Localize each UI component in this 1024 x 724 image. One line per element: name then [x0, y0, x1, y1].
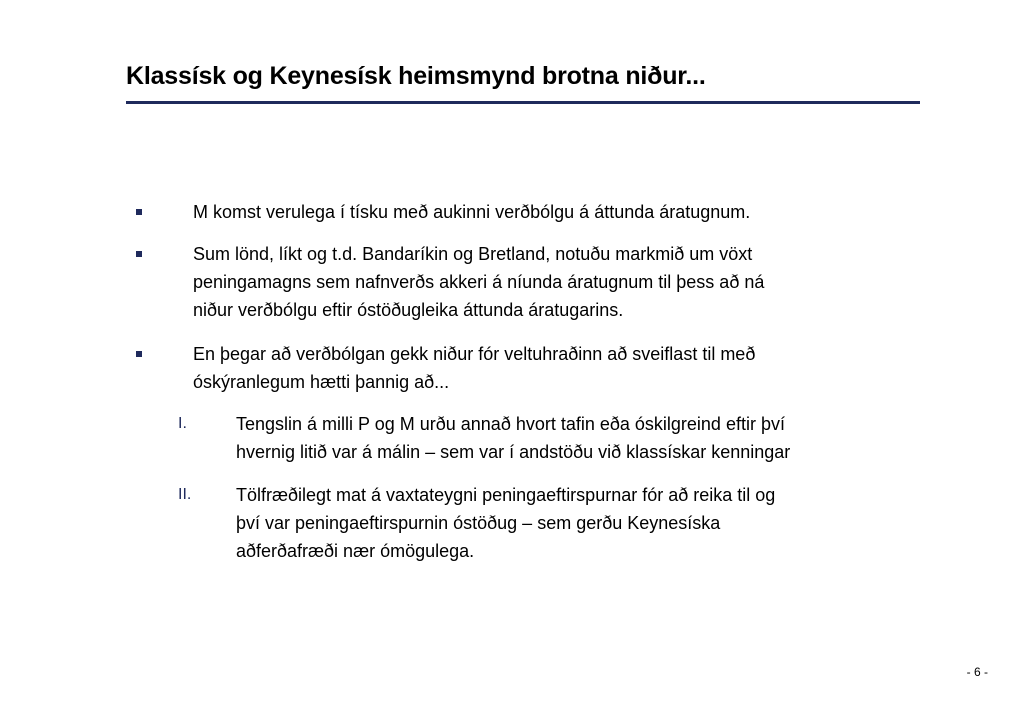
bullet-line: Sum lönd, líkt og t.d. Bandaríkin og Bretland, notuðu markmið um vöxt	[193, 244, 753, 264]
square-bullet-icon	[136, 351, 142, 357]
roman-numeral-marker: I.	[178, 415, 187, 432]
sub-item-text	[236, 481, 926, 565]
page-number: - 6 -	[966, 665, 988, 679]
bullet-line: M komst verulega í tísku með aukinni verðbólgu á áttunda áratugnum.	[193, 202, 751, 222]
sub-item-text	[236, 410, 926, 466]
bullet-line: En þegar að verðbólgan gekk niður fór veltuhraðinn að sveiflast til með	[193, 344, 756, 364]
bullet-line: niður verðbólgu eftir óstöðugleika áttunda áratugarins.	[193, 300, 624, 320]
square-bullet-icon	[136, 251, 142, 257]
bullet-text	[193, 198, 913, 226]
sub-item-line: hvernig litið var á málin – sem var í andstöðu við klassískar kenningar	[236, 442, 791, 462]
sub-item-line: því var peningaeftirspurnin óstöðug – sem gerðu Keynesíska	[236, 513, 721, 533]
roman-numeral-marker: II.	[178, 486, 192, 503]
sub-item-line: Tengslin á milli P og M urðu annað hvort tafin eða óskilgreind eftir því	[236, 414, 785, 434]
slide-title: Klassísk og Keynesísk heimsmynd brotna niður...	[126, 62, 706, 90]
bullet-line: óskýranlegum hætti þannig að...	[193, 372, 450, 392]
bullet-text	[193, 240, 913, 324]
square-bullet-icon	[136, 209, 142, 215]
bullet-line: peningamagns sem nafnverðs akkeri á níunda áratugnum til þess að ná	[193, 272, 765, 292]
bullet-text	[193, 340, 913, 396]
sub-item-line: Tölfræðilegt mat á vaxtateygni peningaeftirspurnar fór að reika til og	[236, 485, 776, 505]
title-underline	[126, 101, 920, 104]
sub-item-line: aðferðafræði nær ómögulega.	[236, 541, 475, 561]
